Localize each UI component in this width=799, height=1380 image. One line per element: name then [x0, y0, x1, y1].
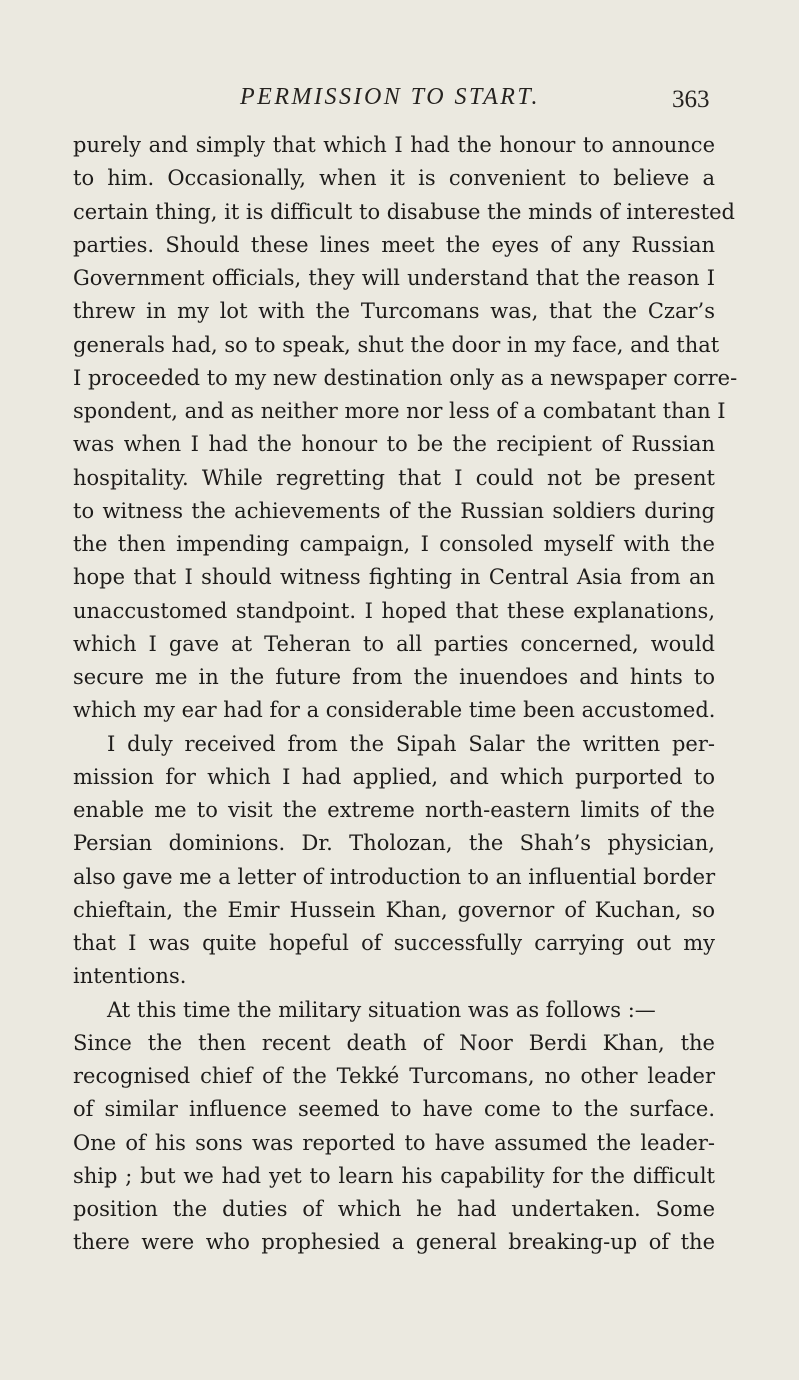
text-line: hope that I should witness fighting in Central Asia from an [73, 565, 715, 590]
page-number: 363 [672, 86, 710, 113]
text-line: I proceeded to my new destination only as a newspaper corre- [73, 365, 738, 390]
text-line: mission for which I had applied, and which purported to [73, 764, 715, 789]
text-line: Government officials, they will understand that the reason I [73, 266, 715, 290]
text-line: of similar influence seemed to have come to the surface. [73, 1097, 715, 1122]
text-line: enable me to visit the extreme north-eastern limits of the [73, 798, 715, 822]
text-line: generals had, so to speak, shut the door in my face, and that [73, 332, 720, 357]
running-head-title: PERMISSION TO START. [240, 84, 540, 110]
text-line: unaccustomed standpoint. I hoped that these explanations, [73, 598, 715, 623]
text-line: purely and simply that which I had the honour to announce [73, 133, 715, 157]
text-line: which I gave at Teheran to all parties concerned, would [73, 631, 715, 656]
text-line: Since the then recent death of Noor Berdi Khan, the [73, 1030, 715, 1055]
text-line: to him. Occasionally, when it is convenient to believe a [73, 166, 715, 191]
text-line: position the duties of which he had undertaken. Some [73, 1197, 715, 1221]
text-line-paragraph-start: At this time the military situation was as follows :— [107, 997, 656, 1022]
text-line: Persian dominions. Dr. Tholozan, the Shah’s physician, [73, 831, 715, 856]
text-line: there were who prophesied a general breaking-up of the [73, 1230, 715, 1255]
text-line: recognised chief of the Tekké Turcomans, no other leader [73, 1064, 715, 1088]
text-line: to witness the achievements of the Russian soldiers during [73, 498, 715, 523]
text-line: hospitality. While regretting that I could not be present [73, 465, 715, 490]
text-line: the then impending campaign, I consoled myself with the [73, 532, 715, 556]
text-line-paragraph-start: I duly received from the Sipah Salar the written per- [107, 731, 715, 756]
text-line: also gave me a letter of introduction to an influential border [73, 864, 716, 889]
text-line: parties. Should these lines meet the eyes of any Russian [73, 232, 715, 257]
text-line: that I was quite hopeful of successfully carrying out my [73, 931, 715, 955]
body-text [73, 129, 738, 1260]
text-line: secure me in the future from the inuendoes and hints to [73, 665, 715, 689]
text-line: ship ; but we had yet to learn his capability for the difficult [73, 1163, 715, 1188]
text-line-paragraph-end: intentions. [73, 964, 187, 989]
text-line: chieftain, the Emir Hussein Khan, governor of Kuchan, so [73, 897, 715, 922]
text-line: certain thing, it is difficult to disabuse the minds of interested [73, 199, 735, 224]
text-line: was when I had the honour to be the recipient of Russian [73, 432, 715, 457]
text-line: spondent, and as neither more nor less of a combatant than I [73, 399, 726, 423]
text-line: One of his sons was reported to have assumed the leader- [73, 1130, 715, 1155]
text-line: threw in my lot with the Turcomans was, that the Czar’s [73, 299, 715, 324]
text-line-paragraph-end: which my ear had for a considerable time been accustomed. [73, 698, 716, 723]
